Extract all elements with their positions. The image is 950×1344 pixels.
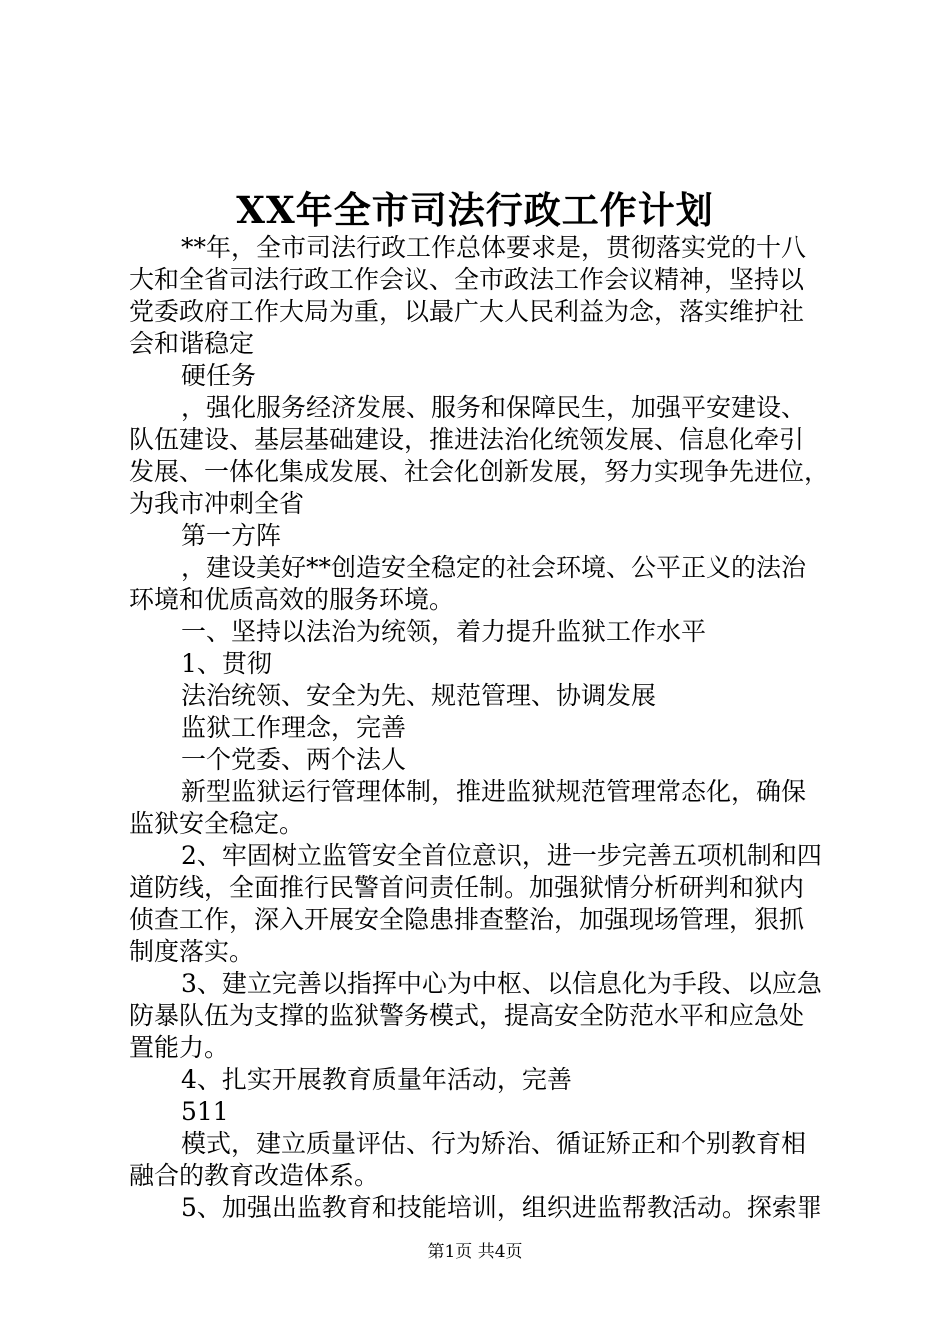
body-line: 融合的教育改造体系。 <box>129 1161 380 1190</box>
page-footer: 第1页 共4页 <box>427 1242 523 1262</box>
body-line: 防暴队伍为支撑的监狱警务模式，提高安全防范水平和应急处 <box>129 1001 805 1030</box>
document-title: XX年全市司法行政工作计划 <box>236 188 714 232</box>
body-line: 环境和优质高效的服务环境。 <box>129 585 455 614</box>
body-line: 法治统领、安全为先、规范管理、协调发展 <box>181 681 657 710</box>
body-line: 新型监狱运行管理体制，推进监狱规范管理常态化，确保 <box>181 777 807 806</box>
body-line: 硬任务 <box>181 361 257 390</box>
body-line: 2、牢固树立监管安全首位意识，进一步完善五项机制和四 <box>181 841 822 870</box>
body-line: ，建设美好**创造安全稳定的社会环境、公平正义的法治 <box>181 553 807 582</box>
document-body <box>129 232 829 1224</box>
body-line: 一个党委、两个法人 <box>181 745 407 774</box>
body-line: 制度落实。 <box>129 937 255 966</box>
body-line: 511 <box>181 1097 229 1126</box>
body-line: 大和全省司法行政工作会议、全市政法工作会议精神，坚持以 <box>129 265 805 294</box>
body-line: 监狱安全稳定。 <box>129 809 305 838</box>
body-line: 1、贯彻 <box>181 649 272 678</box>
body-line: 一、坚持以法治为统领，着力提升监狱工作水平 <box>181 617 707 646</box>
body-line: 道防线，全面推行民警首问责任制。加强狱情分析研判和狱内 <box>129 873 805 902</box>
body-line: 第一方阵 <box>181 521 282 550</box>
body-line: 模式，建立质量评估、行为矫治、循证矫正和个别教育相 <box>181 1129 807 1158</box>
body-line: 会和谐稳定 <box>129 329 255 358</box>
body-line: 4、扎实开展教育质量年活动，完善 <box>181 1065 572 1094</box>
body-line: ，强化服务经济发展、服务和保障民生，加强平安建设、 <box>181 393 807 422</box>
body-line: 队伍建设、基层基础建设，推进法治化统领发展、信息化牵引 <box>129 425 805 454</box>
body-line: 3、建立完善以指挥中心为中枢、以信息化为手段、以应急 <box>181 969 822 998</box>
body-line: 为我市冲刺全省 <box>129 489 305 518</box>
body-line: 置能力。 <box>129 1033 230 1062</box>
body-line: 5、加强出监教育和技能培训，组织进监帮教活动。探索罪 <box>181 1193 822 1222</box>
body-line: 党委政府工作大局为重，以最广大人民利益为念，落实维护社 <box>129 297 805 326</box>
body-line: **年，全市司法行政工作总体要求是，贯彻落实党的十八 <box>181 233 807 262</box>
body-line: 发展、一体化集成发展、社会化创新发展，努力实现争先进位， <box>129 457 830 486</box>
body-line: 监狱工作理念，完善 <box>181 713 407 742</box>
body-line: 侦查工作，深入开展安全隐患排查整治，加强现场管理，狠抓 <box>129 905 805 934</box>
